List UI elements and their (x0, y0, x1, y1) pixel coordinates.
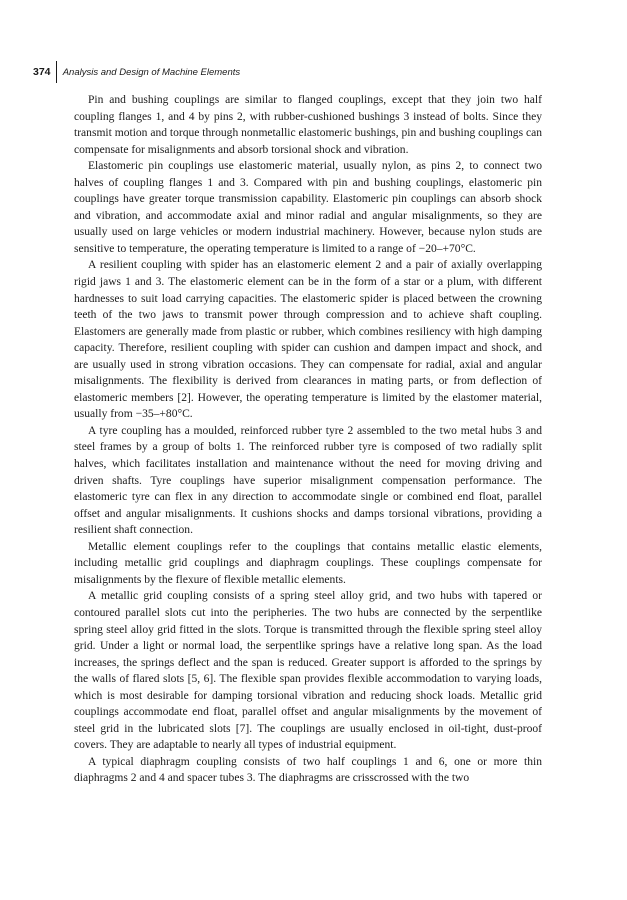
running-title: Analysis and Design of Machine Elements (62, 66, 241, 78)
paragraph-metallic-grid-coupling: A metallic grid coupling consists of a spring steel alloy grid, and two hubs with tapered or contoured parallel slots cut into the peripheries. The two hubs are connected by the serpentlike spring steel alloy grid fitted in the slots. Torque is transmitted through the flexible spring steel alloy grid. Under a light or normal load, the serpentlike springs have a relative long span. As the load increases, the springs deflect and the span is reduced. Greater support is afforded to the springs by the walls of flared slots [5, 6]. The flexible span provides flexible accommodation to varying loads, which is most desirable for damping torsional vibration and reducing shock loads. Metallic grid couplings accommodate end float, parallel offset and angular misalignments by the movement of steel grid in the lubricated slots [7]. The couplings are usually enclosed in oil-tight, dust-proof covers. They are adaptable to nearly all types of industrial equipment. (74, 590, 542, 752)
running-header (33, 61, 240, 83)
paragraph-metallic-element-couplings: Metallic element couplings refer to the couplings that contains metallic elastic elements, including metallic grid couplings and diaphragm couplings. These couplings compensate for misalignments by the flexure of flexible metallic elements. (74, 540, 542, 586)
page-number: 374 (33, 66, 51, 78)
paragraph-pin-bushing-couplings: Pin and bushing couplings are similar to flanged couplings, except that they join two half coupling flanges 1, and 4 by pins 2, with rubber-cushioned bushings 3 instead of bolts. Since they transmit motion and torque through nonmetallic elastomeric bushings, pin and bushing couplings can compensate for misalignments and absorb torsional shock and vibration. (74, 94, 542, 156)
paragraph-tyre-coupling: A tyre coupling has a moulded, reinforced rubber tyre 2 assembled to the two metal hubs 3 and steel frames by a group of bolts 1. The reinforced rubber tyre is composed of two radially split halves, which facilitates installation and maintenance without the need for moving driving and driven shafts. Tyre couplings have superior misalignment compensation performance. The elastomeric tyre can flex in any direction to accommodate single or combined end float, parallel offset and angular misalignments. It cushions shocks and damps torsional vibrations, providing a resilient shaft connection. (74, 424, 542, 537)
body-text (74, 92, 542, 787)
header-divider (56, 61, 57, 83)
paragraph-elastomeric-pin-couplings: Elastomeric pin couplings use elastomeric material, usually nylon, as pins 2, to connect two halves of coupling flanges 1 and 3. Compared with pin and bushing couplings, elastomeric pin couplings have greater torque transmission capability. Elastomeric pin couplings can absorb shock and vibration, and accommodate axial and minor radial and angular misalignments, so they are usually used on large vehicles or modern industrial machinery. However, because nylon studs are sensitive to temperature, the operating temperature is limited to a range of −20–+70°C. (74, 160, 542, 255)
paragraph-diaphragm-coupling: A typical diaphragm coupling consists of two half couplings 1 and 6, one or more thin diaphragms 2 and 4 and spacer tubes 3. The diaphragms are crisscrossed with the two (74, 755, 542, 785)
paragraph-resilient-coupling-spider: A resilient coupling with spider has an elastomeric element 2 and a pair of axially overlapping rigid jaws 1 and 3. The elastomeric element can be in the form of a star or a plum, with different hardnesses to suit load carrying capacities. The elastomeric spider is placed between the crowning teeth of the two jaws to transmit power through compression and to achieve shaft coupling. Elastomers are generally made from plastic or rubber, which combines resiliency with high damping capacity. Therefore, resilient coupling with spider can cushion and dampen impact and shock, and are usually used in strong vibration occasions. They can compensate for radial, axial and angular misalignments. The flexibility is derived from clearances in mating parts, or from deflection of elastomeric members [2]. However, the operating temperature is limited by the elastomer material, usually from −35–+80°C. (74, 259, 542, 421)
